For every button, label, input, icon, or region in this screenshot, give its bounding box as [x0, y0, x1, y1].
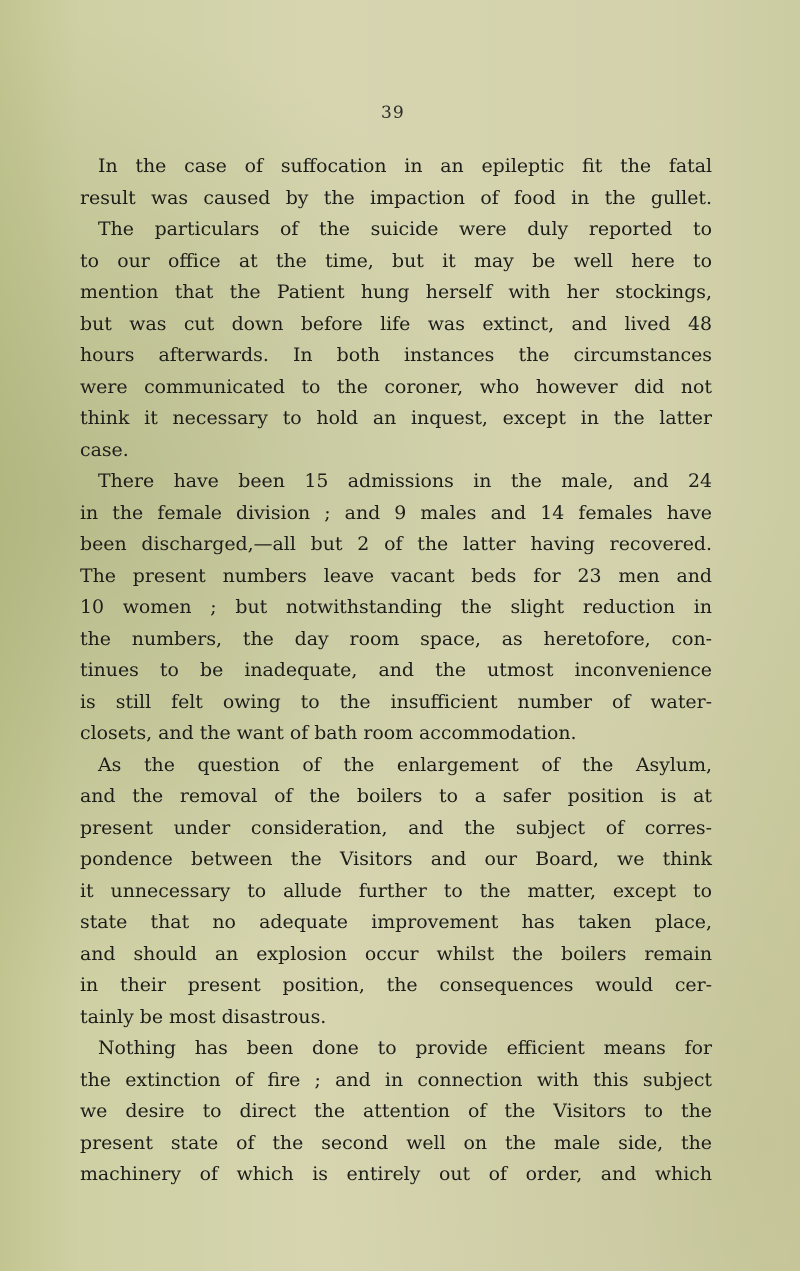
text-line: it unnecessary to allude further to the matter, except to: [80, 879, 712, 902]
text-line: There have been 15 admissions in the male, and 24: [98, 470, 712, 492]
text-line: and the removal of the boilers to a safer position is at: [80, 785, 712, 807]
text-line: The particulars of the suicide were duly reported to: [98, 218, 712, 240]
body-text: [80, 151, 712, 1191]
text-line: were communicated to the coroner, who however did not: [80, 375, 712, 398]
text-line: tinues to be inadequate, and the utmost inconvenience: [80, 659, 712, 681]
text-line: case.: [80, 438, 129, 461]
text-line: the numbers, the day room space, as heretofore, con-: [80, 627, 712, 650]
text-line: Nothing has been done to provide efficient means for: [98, 1037, 712, 1059]
text-line: is still felt owing to the insufficient number of water-: [80, 690, 712, 713]
text-line: think it necessary to hold an inquest, except in the latter: [80, 407, 712, 429]
text-line: pondence between the Visitors and our Board, we think: [80, 848, 712, 870]
text-line: been discharged,—all but 2 of the latter having recovered.: [80, 533, 712, 555]
text-line: we desire to direct the attention of the Visitors to the: [80, 1100, 712, 1122]
text-line: present under consideration, and the subject of corres-: [80, 816, 712, 839]
text-line: 10 women ; but notwithstanding the slight reduction in: [80, 596, 712, 618]
text-line: in the female division ; and 9 males and 14 females have: [80, 501, 712, 524]
page-number: 39: [381, 103, 405, 123]
text-line: the extinction of fire ; and in connection with this subject: [80, 1068, 712, 1091]
text-line: As the question of the enlargement of the Asylum,: [98, 753, 712, 776]
text-line: tainly be most disastrous.: [80, 1005, 327, 1028]
text-line: state that no adequate improvement has taken place,: [80, 911, 712, 933]
text-line: present state of the second well on the male side, the: [80, 1131, 712, 1154]
text-line: The present numbers leave vacant beds for 23 men and: [80, 564, 712, 587]
text-line: and should an explosion occur whilst the boilers remain: [80, 942, 712, 965]
text-line: to our office at the time, but it may be well here to: [80, 249, 712, 272]
text-line: in their present position, the consequences would cer-: [80, 974, 712, 996]
text-line: hours afterwards. In both instances the circumstances: [80, 344, 712, 366]
text-line: result was caused by the impaction of food in the gullet.: [80, 186, 712, 209]
text-line: mention that the Patient hung herself with her stockings,: [80, 281, 712, 303]
text-line: closets, and the want of bath room accommodation.: [80, 722, 577, 744]
text-line: In the case of suffocation in an epileptic fit the fatal: [98, 155, 712, 177]
text-line: but was cut down before life was extinct, and lived 48: [80, 312, 712, 335]
text-line: machinery of which is entirely out of order, and which: [80, 1163, 712, 1185]
